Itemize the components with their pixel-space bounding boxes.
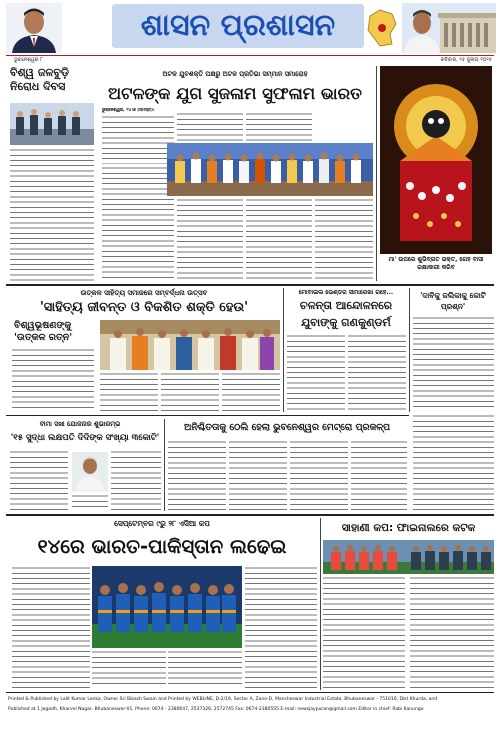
masthead-page-no: ୮ bbox=[40, 57, 43, 63]
story-literature-col-4 bbox=[222, 372, 280, 411]
mid-divider-1 bbox=[283, 288, 284, 412]
story-metro-col-4 bbox=[351, 440, 407, 510]
story-lead-col-2 bbox=[177, 112, 243, 143]
story-lead-photo bbox=[167, 143, 373, 196]
footer-rule bbox=[6, 692, 494, 693]
story-women-photo bbox=[72, 452, 108, 492]
odisha-map-emblem bbox=[366, 8, 398, 48]
story-literature-sub2: 'ଉତ୍କଳ ରତ୍ନ' bbox=[14, 332, 73, 343]
story-cricket-col-1 bbox=[12, 566, 90, 688]
footer-imprint-2: Published at 1 Jagadh, Kharvel Nagar, Bhubaneswar-01, Phone: 0674 - 2380647, 2537326, 2572745 Fax: 0674-2380555 E-mail: newsjaypuran@gmail.com Editor in chief: Rabi Kanungo bbox=[8, 707, 424, 712]
story-lead-col-4 bbox=[177, 198, 243, 280]
story-metro-col-3 bbox=[290, 440, 348, 510]
story-women-col-2 bbox=[72, 494, 108, 510]
story-awareness-col-2 bbox=[348, 334, 406, 411]
masthead-portrait-right bbox=[402, 3, 496, 53]
story-awareness-headline1: ଚଳନ୍ତା ଆନ୍ଦୋଳନରେ bbox=[299, 299, 393, 312]
story-women-col-3 bbox=[111, 450, 161, 510]
story-women-kicker: ବୀମା ସଖୀ ଯୋଜନାର ଶୁଭାରମ୍ଭ bbox=[39, 420, 121, 428]
story-cricket-col-3 bbox=[168, 650, 242, 688]
story-literature-sub1: ବିଶ୍ୱଭୂଷଣଙ୍କୁ bbox=[14, 320, 72, 331]
story-lead-col-5 bbox=[246, 198, 312, 280]
story-literature-headline: 'ସାହିତ୍ୟ ଜୀବନ୍ତ ଓ ବିକଶିତ ଶକ୍ତି ହେଉ' bbox=[39, 300, 249, 315]
masthead-edition: ଭୁବନେଶ୍ୱର bbox=[14, 57, 39, 63]
masthead bbox=[0, 0, 500, 63]
masthead-portrait-left bbox=[6, 3, 62, 53]
story-cricket-kicker: ସେପ୍ଟେମ୍ବର ୯ରୁ ୨୮ ଏସିଆ କପ bbox=[114, 519, 210, 528]
story-awareness-kicker: ମୋବାଇଲ ଭେଣ୍ଡର ସୀମାରେଖା ରହେ... bbox=[298, 289, 394, 296]
section-rule-2 bbox=[6, 415, 409, 416]
story-literature-col-2 bbox=[100, 372, 158, 411]
story-lead-col-1 bbox=[102, 115, 174, 164]
story-lead-col-3 bbox=[246, 112, 312, 143]
story-sports-col-2 bbox=[410, 576, 494, 688]
masthead-rule bbox=[6, 55, 494, 56]
story-lead-headline: ଅଟଳଙ୍କ ଯୁଗ ସୁଜଳାମ ସୁଫଳାମ ଭାରତ bbox=[108, 84, 362, 103]
story-cricket-headline: ୧୪ରେ ଭାରତ-ପାକିସ୍ତାନ ଲଢେଇ bbox=[37, 535, 287, 558]
story-lead-dateline: ଭୁବନେଶ୍ୱର, ୨୪।୭ (ସମସ୍ତ): bbox=[102, 108, 155, 113]
story-left-body bbox=[10, 148, 94, 281]
story-women-col-1 bbox=[10, 450, 68, 510]
story-temple-caption: ମା' ଉପରେ ଶୁଭିବ୍ରତ ଭକ୍ତ, ଗେହ ବାସୀ ରକ୍ଷାକାରୀ କରିବ bbox=[388, 256, 484, 271]
story-metro-col-1 bbox=[168, 440, 226, 510]
story-awareness-col-1 bbox=[287, 334, 345, 411]
story-sports-col-1 bbox=[323, 576, 405, 688]
story-left-photo bbox=[10, 103, 94, 145]
story-literature-photo bbox=[100, 320, 280, 370]
story-lead-col-6 bbox=[315, 198, 373, 280]
story-grant-headline: 'ଦାବିକୁ ଜଲିକାକୁ କୋଟି ପ୍ରଶ୍ନ' bbox=[420, 291, 486, 311]
story-grant-col-1 bbox=[413, 316, 494, 411]
story-cricket-col-2 bbox=[92, 650, 166, 688]
story-women-headline: '୧୫ ସୁଦ୍ଧା ଲକ୍ଷପତି ଦିଦିଙ୍କ ସଂଖ୍ୟା ୩କୋଟି' bbox=[10, 433, 160, 443]
mid-divider-2 bbox=[409, 288, 410, 412]
story-left-headline: ବିଶ୍ୱ ଜଳବୁଡ଼ି ନିରୋଧ ଦିବସ bbox=[10, 66, 70, 93]
story-sports-headline: ସାହାଣୀ କପ: ଫାଇନାଲରେ କଟକ bbox=[341, 522, 476, 534]
story-cricket-col-4 bbox=[245, 566, 317, 688]
story-awareness-headline2: ଯୁବାଙ୍କୁ ଗଣକୁଣ୍ଡର୍ମ bbox=[301, 316, 391, 329]
story-literature-col-1 bbox=[12, 348, 94, 411]
masthead-date: ରବିବାର, ୨୫ ଜୁଲାଇ ୨୦୨୫ bbox=[440, 57, 492, 63]
story-lead-kicker: ଅଟଳ ଯୁବଶକ୍ତି ପକ୍ଷରୁ ଅଟଳ ପ୍ରତିଭା ସମ୍ମାନ ସମାରୋହ bbox=[162, 70, 308, 78]
section-rule-1 bbox=[6, 284, 494, 286]
story-temple-photo bbox=[380, 66, 492, 254]
story-lead-col-1b bbox=[102, 166, 174, 280]
story-metro-headline: ଅନିଶ୍ଚିତତାକୁ ଠେଲି ହେଲା ଭୁବନେଶ୍ୱର ମେଟ୍ରୋ ପ୍ରକଳ୍ପ bbox=[184, 422, 390, 433]
mid-divider-3 bbox=[164, 419, 165, 511]
story-grant-col-2 bbox=[413, 414, 494, 510]
masthead-title: ଶାସନ ପ୍ରଶାସନ bbox=[140, 8, 336, 43]
story-literature-kicker: ଉତ୍କଳ ସାହିତ୍ୟ ସମାଜରେ ସମ୍ବର୍ଦ୍ଧନା ଉତ୍ସବ bbox=[80, 289, 208, 297]
section-rule-3 bbox=[6, 514, 494, 516]
story-metro-col-2 bbox=[229, 440, 287, 510]
lead-divider bbox=[376, 66, 377, 281]
story-literature-col-3 bbox=[161, 372, 219, 411]
footer-imprint-1: Printed & Published by Lalit Kumar Lenka, Owner Sri Bikash Swain and Printed by WEBLINE, D-2/19, Sector A, Zone-D, Mancheswar Industrial Estate, Bhubaneswar - 751010, Dist Khurda, and bbox=[8, 697, 438, 702]
story-cricket-photo bbox=[92, 566, 242, 648]
mid-divider-4 bbox=[320, 518, 321, 690]
story-sports-photo bbox=[323, 540, 494, 574]
